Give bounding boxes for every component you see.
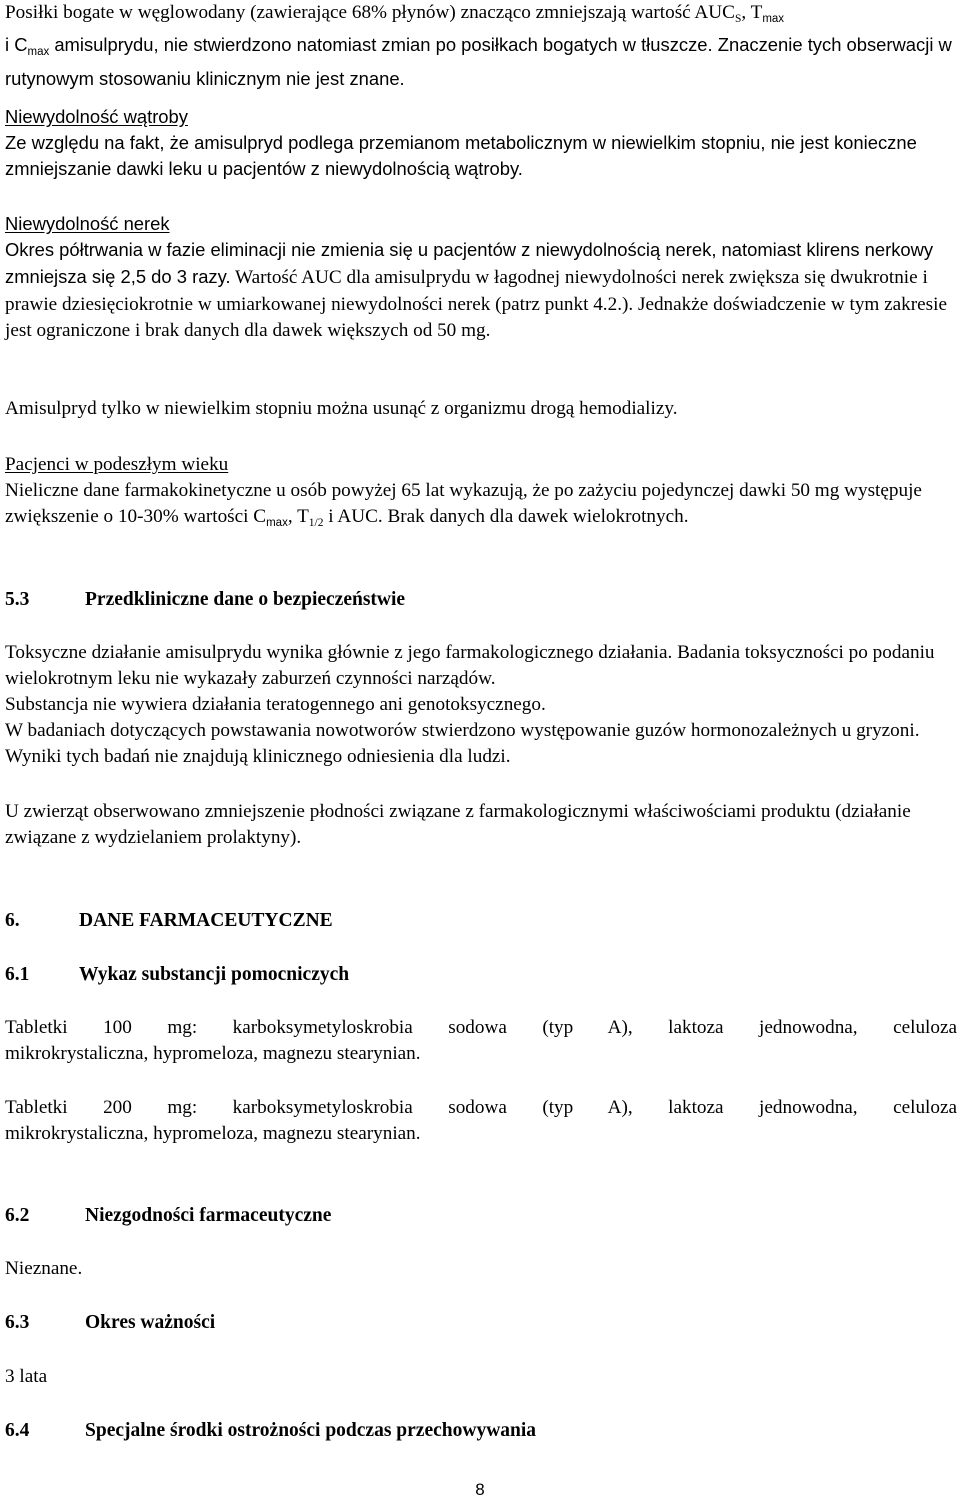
tablets-100-line-1: Tabletki 100 mg: karboksymetyloskrobia sodowa (typ A), laktoza jednowodna, celuloza <box>5 1017 957 1038</box>
s53-paragraph-2: Substancja nie wywiera działania teratogennego ani genotoksycznego. <box>5 694 546 715</box>
liver-text: Ze względu na fakt, że amisulpryd podlega przemianom metabolicznym w niewielkim stopniu, nie jest konieczne zmniejszanie dawki leku u pacjentów z niewydolnością wątroby. <box>5 132 917 180</box>
liver-heading: Niewydolność wątroby <box>5 106 188 127</box>
intro-paragraph: Posiłki bogate w węglowodany (zawierające 68% płynów) znacząco zmniejszają wartość $AUC_S$, $T_{max}$ i $C_{max}$ amisulprydu, nie stwierdzono natomiast zmian po posiłkach bogatych w tłuszcze. Znaczenie tych obserwacji w rutynowym stosowaniu klinicznym nie jest znane. <box>5 2 952 89</box>
section-6-4-heading: 6.4 Specjalne środki ostrożności podczas przechowywania <box>5 1420 537 1441</box>
kidney-heading: Niewydolność nerek <box>5 213 170 234</box>
section-6-2-heading: 6.2 Niezgodności farmaceutyczne <box>5 1205 332 1226</box>
elderly-text: Nieliczne dane farmakokinetyczne u osób powyżej 65 lat wykazują, że po zażyciu pojedynczej dawki 50 mg występuje zwiększenie o 10-30% wartości $C_{max}$, $T_{1/2}$ i AUC. Brak danych dla dawek wielokrotnych. <box>5 480 922 530</box>
elderly-heading: Pacjenci w podeszłym wieku <box>5 454 229 475</box>
dialysis-text: Amisulpryd tylko w niewielkim stopniu można usunąć z organizmu drogą hemodializy. <box>5 398 678 419</box>
section-6-3-heading: 6.3 Okres ważności <box>5 1312 216 1333</box>
section-6-heading: 6. DANE FARMACEUTYCZNE <box>5 910 333 931</box>
section-6-1-heading: 6.1 Wykaz substancji pomocniczych <box>5 964 350 985</box>
page-number: 8 <box>475 1480 485 1499</box>
kidney-text: Okres półtrwania w fazie eliminacji nie zmienia się u pacjentów z niewydolnością nerek, natomiast klirens nerkowy zmniejsza się 2,5 do 3 razy. Wartość AUC dla amisulprydu w łagodnej niewydolności nerek zwiększa się dwukrotnie i prawie dziesięciokrotnie w umiarkowanej niewydolności nerek (patrz punkt 4.2.). Jednakże doświadczenie w tym zakresie jest ograniczone i brak danych dla dawek większych od 50 mg. <box>5 239 947 341</box>
section-5-3-heading: 5.3 Przedkliniczne dane o bezpieczeństwie <box>5 589 406 610</box>
s53-paragraph-3: W badaniach dotyczących powstawania nowotworów stwierdzono występowanie guzów hormonozależnych u gryzoni. Wyniki tych badań nie znajdują klinicznego odniesienia dla ludzi. <box>5 720 920 768</box>
s62-text: Nieznane. <box>5 1258 83 1279</box>
s53-paragraph-1: Toksyczne działanie amisulprydu wynika głównie z jego farmakologicznego działania. Badania toksyczności po podaniu wielokrotnym leku nie wykazały zaburzeń czynności narządów. <box>5 642 935 690</box>
tablets-200-line-2: mikrokrystaliczna, hypromeloza, magnezu stearynian. <box>5 1123 421 1144</box>
s63-text: 3 lata <box>5 1366 48 1387</box>
tablets-200-line-1: Tabletki 200 mg: karboksymetyloskrobia sodowa (typ A), laktoza jednowodna, celuloza <box>5 1097 957 1118</box>
tablets-100-line-2: mikrokrystaliczna, hypromeloza, magnezu stearynian. <box>5 1043 421 1064</box>
s53-paragraph-4: U zwierząt obserwowano zmniejszenie płodności związane z farmakologicznymi właściwościami produktu (działanie związane z wydzielaniem prolaktyny). <box>5 801 911 849</box>
